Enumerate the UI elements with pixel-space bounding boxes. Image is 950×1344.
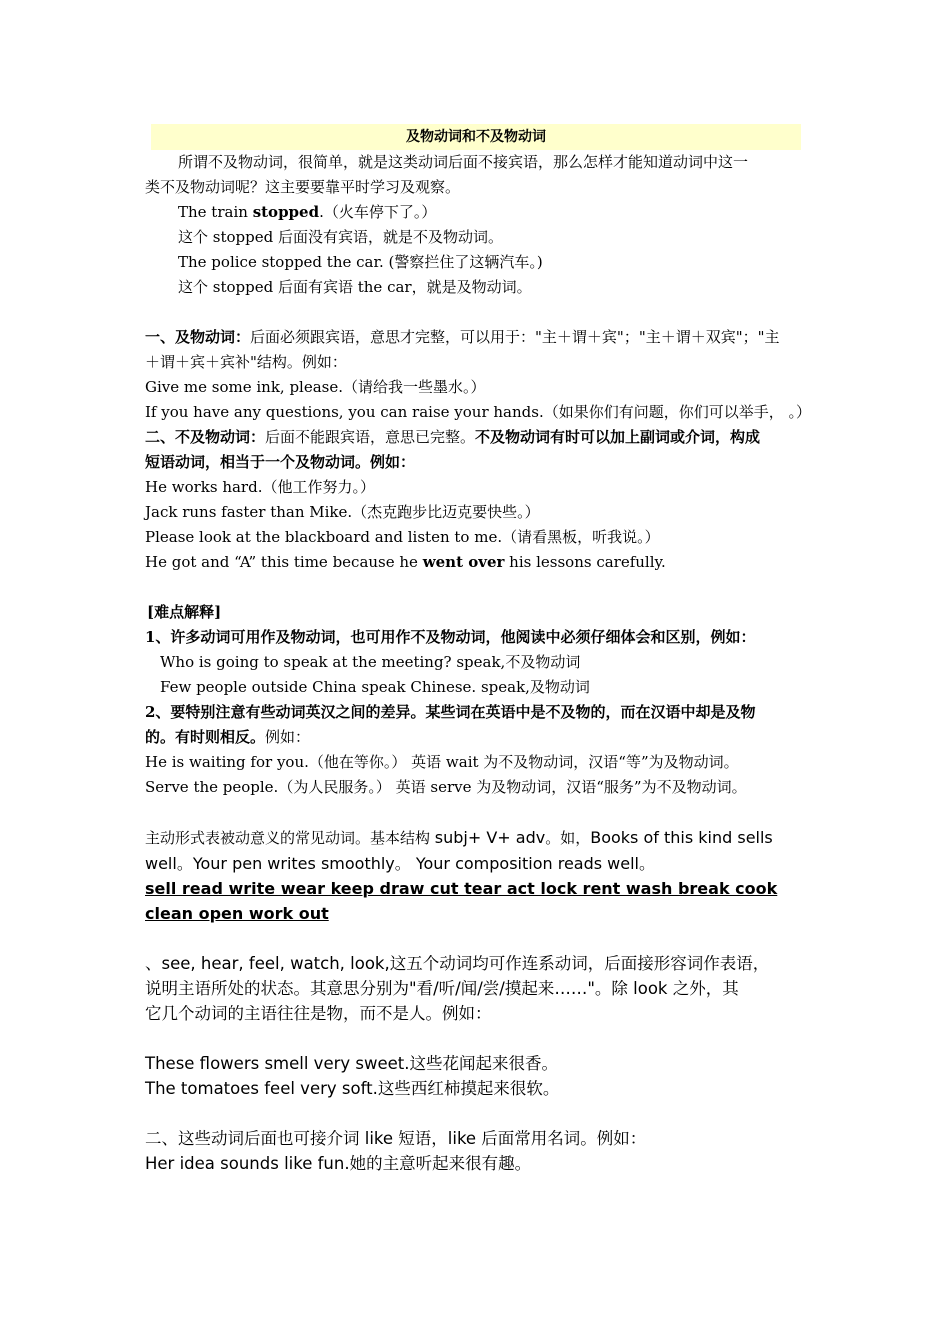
- passive-meaning-intro: [145, 825, 810, 851]
- example-sentence: Jack runs faster than Mike.（杰克跑步比迈克要快些。）: [145, 503, 540, 521]
- section-text: 后面不能跟宾语，意思已完整。: [265, 428, 476, 446]
- intro-paragraph-line2: 类不及物动词呢？这主要要靠平时学习及观察。: [145, 178, 461, 196]
- example-sentence: Please look at the blackboard and listen to me.（请看黑板，听我说。）: [145, 528, 660, 546]
- section-intransitive: [145, 425, 810, 450]
- example-keyword: stopped: [252, 203, 320, 221]
- section-text: 例如：: [265, 728, 311, 746]
- difficulty-point-2: 2、要特别注意有些动词英汉之间的差异。某些词在英语中是不及物的，而在汉语中却是及物: [145, 703, 756, 721]
- example-sentence: He is waiting for you.（他在等你。） 英语 wait 为不及物动词，汉语“等”为及物动词。: [145, 753, 739, 771]
- example-sentence: These flowers smell very sweet.这些花闻起来很香。: [145, 1054, 558, 1073]
- example-text: his lessons carefully.: [504, 553, 666, 571]
- linking-verbs-line1: 、see, hear, feel, watch, look,这五个动词均可作连系动词，后面接形容词作表语，: [145, 954, 770, 973]
- example-train: [145, 200, 810, 225]
- like-phrase-note: 二、这些动词后面也可接介词 like 短语，like 后面常用名词。例如：: [145, 1129, 647, 1148]
- section-text-bold: 的。有时则相反。: [145, 728, 266, 746]
- example-sentence: [145, 550, 810, 575]
- difficulty-point-1: 1、许多动词可用作及物动词，也可用作不及物动词，他阅读中必须仔细体会和区别，例如：: [145, 628, 756, 646]
- section-transitive: [145, 325, 810, 350]
- example-sentence: He works hard.（他工作努力。）: [145, 478, 375, 496]
- example-translation: .（火车停下了。）: [319, 203, 437, 221]
- example-note: 这个 stopped 后面有宾语 the car，就是及物动词。: [178, 278, 532, 296]
- example-sentence: Who is going to speak at the meeting? speak,不及物动词: [160, 653, 581, 671]
- section-text: 后面必须跟宾语，意思才完整，可以用于："主＋谓＋宾"；"主＋谓＋双宾"；"主: [250, 328, 780, 346]
- example-sentence: If you have any questions, you can raise your hands.（如果你们有问题，你们可以举手， 。）: [145, 403, 812, 421]
- linking-verbs-line2: 说明主语所处的状态。其意思分别为"看/听/闻/尝/摸起来……"。除 look 之外，其: [145, 979, 739, 998]
- difficulty-point-2-cont: [145, 725, 810, 750]
- example-text: He got and “A” this time because he: [145, 553, 423, 571]
- verb-list-line1: sell read write wear keep draw cut tear act lock rent wash break cook: [145, 879, 778, 898]
- section-text: 主动形式表被动意义的常见动词。基本结构: [145, 829, 435, 847]
- example-sentence: Serve the people.（为人民服务。） 英语 serve 为及物动词，汉语“服务”为不及物动词。: [145, 778, 747, 796]
- structure-formula: subj+ V+ adv: [434, 828, 546, 847]
- example-sentence: Give me some ink, please.（请给我一些墨水。）: [145, 378, 486, 396]
- intro-paragraph-line1: 所谓不及物动词，很简单，就是这类动词后面不接宾语，那么怎样才能知道动词中这一: [178, 153, 749, 171]
- verb-list-line2: clean open work out: [145, 904, 329, 923]
- section-heading: 一、及物动词：: [145, 328, 251, 346]
- section-heading: 二、不及物动词：: [145, 428, 266, 446]
- difficulty-heading: [难点解释]: [147, 603, 222, 621]
- section-text-bold: 不及物动词有时可以加上副词或介词，构成: [475, 428, 761, 446]
- linking-verbs-line3: 它几个动词的主语往往是物，而不是人。例如：: [145, 1004, 492, 1023]
- example-sentence: The tomatoes feel very soft.这些西红柿摸起来很软。: [145, 1079, 560, 1098]
- example-note: 这个 stopped 后面没有宾语，就是不及物动词。: [178, 228, 503, 246]
- example-sentence: Her idea sounds like fun.她的主意听起来很有趣。: [145, 1154, 532, 1173]
- section-text: ＋谓＋宾＋宾补"结构。例如：: [145, 353, 347, 371]
- example-keyword: went over: [422, 553, 505, 571]
- passive-meaning-examples: well。Your pen writes smoothly。 Your composition reads well。: [145, 854, 656, 873]
- example-text: Books of this kind sells: [590, 828, 773, 847]
- section-text-bold: 短语动词，相当于一个及物动词。例如：: [145, 453, 416, 471]
- page-title: 及物动词和不及物动词: [151, 124, 801, 150]
- example-police: The police stopped the car. (警察拦住了这辆汽车。): [178, 253, 543, 271]
- document-page: [145, 124, 810, 1176]
- section-text: 。如，: [545, 829, 591, 847]
- example-sentence: Few people outside China speak Chinese. speak,及物动词: [160, 678, 590, 696]
- example-text: The train: [178, 203, 253, 221]
